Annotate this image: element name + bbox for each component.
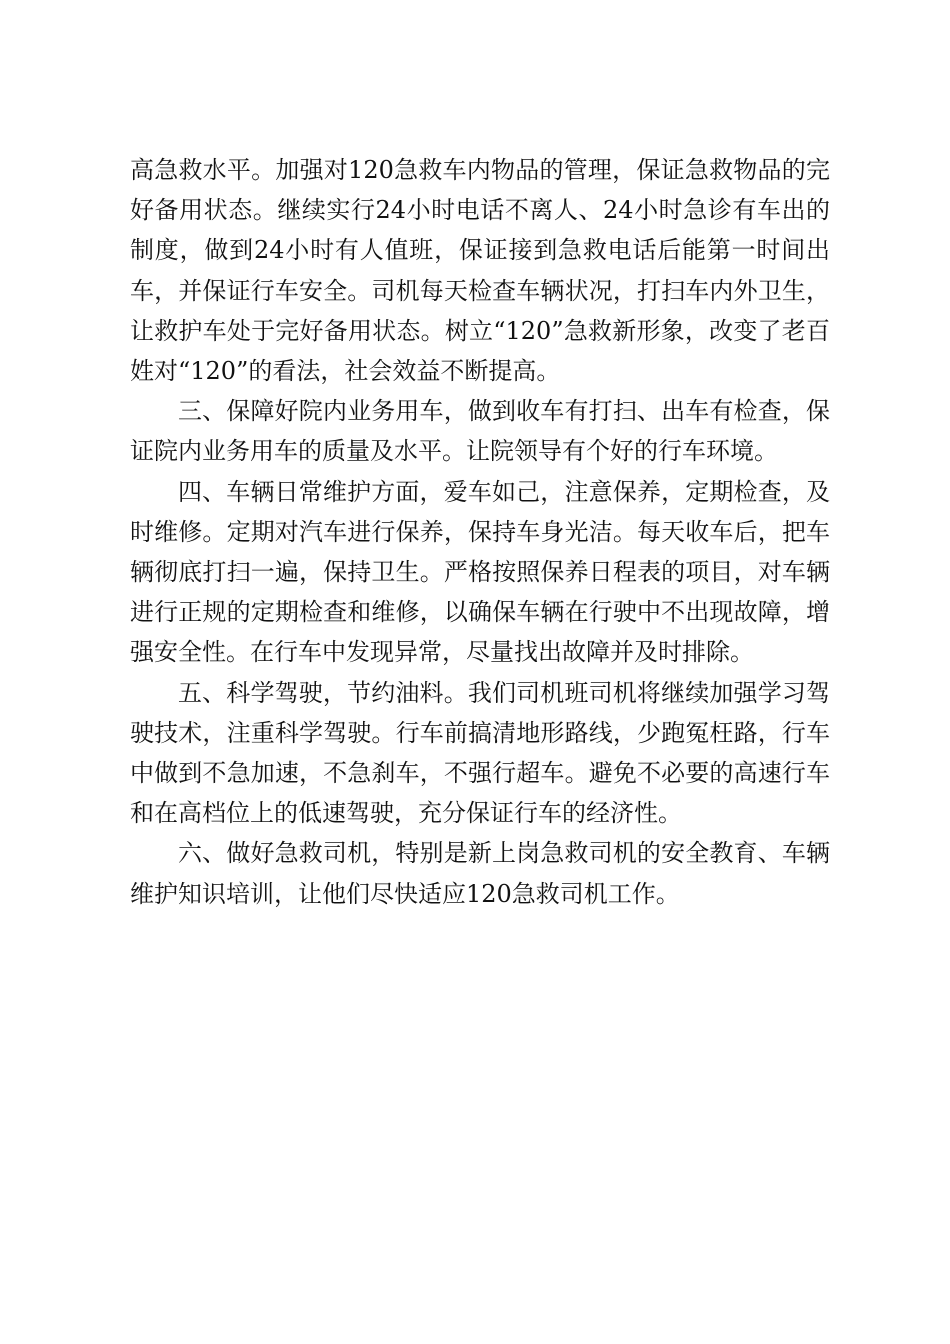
- paragraph-4: 五、科学驾驶，节约油料。我们司机班司机将继续加强学习驾驶技术，注重科学驾驶。行车前搞清地形路线，少跑冤枉路，行车中做到不急加速，不急刹车，不强行超车。避免不必要的高速行车和在高档位上的低速驾驶，充分保证行车的经济性。: [130, 678, 830, 828]
- paragraph-1: 高急救水平。加强对120急救车内物品的管理，保证急救物品的完好备用状态。继续实行24小时电话不离人、24小时急诊有车出的制度，做到24小时有人值班，保证接到急救电话后能第一时间出车，并保证行车安全。司机每天检查车辆状况，打扫车内外卫生，让救护车处于完好备用状态。树立“120”急救新形象，改变了老百姓对“120”的看法，社会效益不断提高。: [130, 156, 830, 386]
- paragraph-2: 三、保障好院内业务用车，做到收车有打扫、出车有检查，保证院内业务用车的质量及水平。让院领导有个好的行车环境。: [130, 397, 830, 466]
- document-body: [130, 150, 830, 914]
- paragraph-3: 四、车辆日常维护方面，爱车如己，注意保养，定期检查，及时维修。定期对汽车进行保养，保持车身光洁。每天收车后，把车辆彻底打扫一遍，保持卫生。严格按照保养日程表的项目，对车辆进行正规的定期检查和维修，以确保车辆在行驶中不出现故障，增强安全性。在行车中发现异常，尽量找出故障并及时排除。: [130, 477, 830, 667]
- paragraph-5: 六、做好急救司机，特别是新上岗急救司机的安全教育、车辆维护知识培训，让他们尽快适应120急救司机工作。: [130, 839, 830, 908]
